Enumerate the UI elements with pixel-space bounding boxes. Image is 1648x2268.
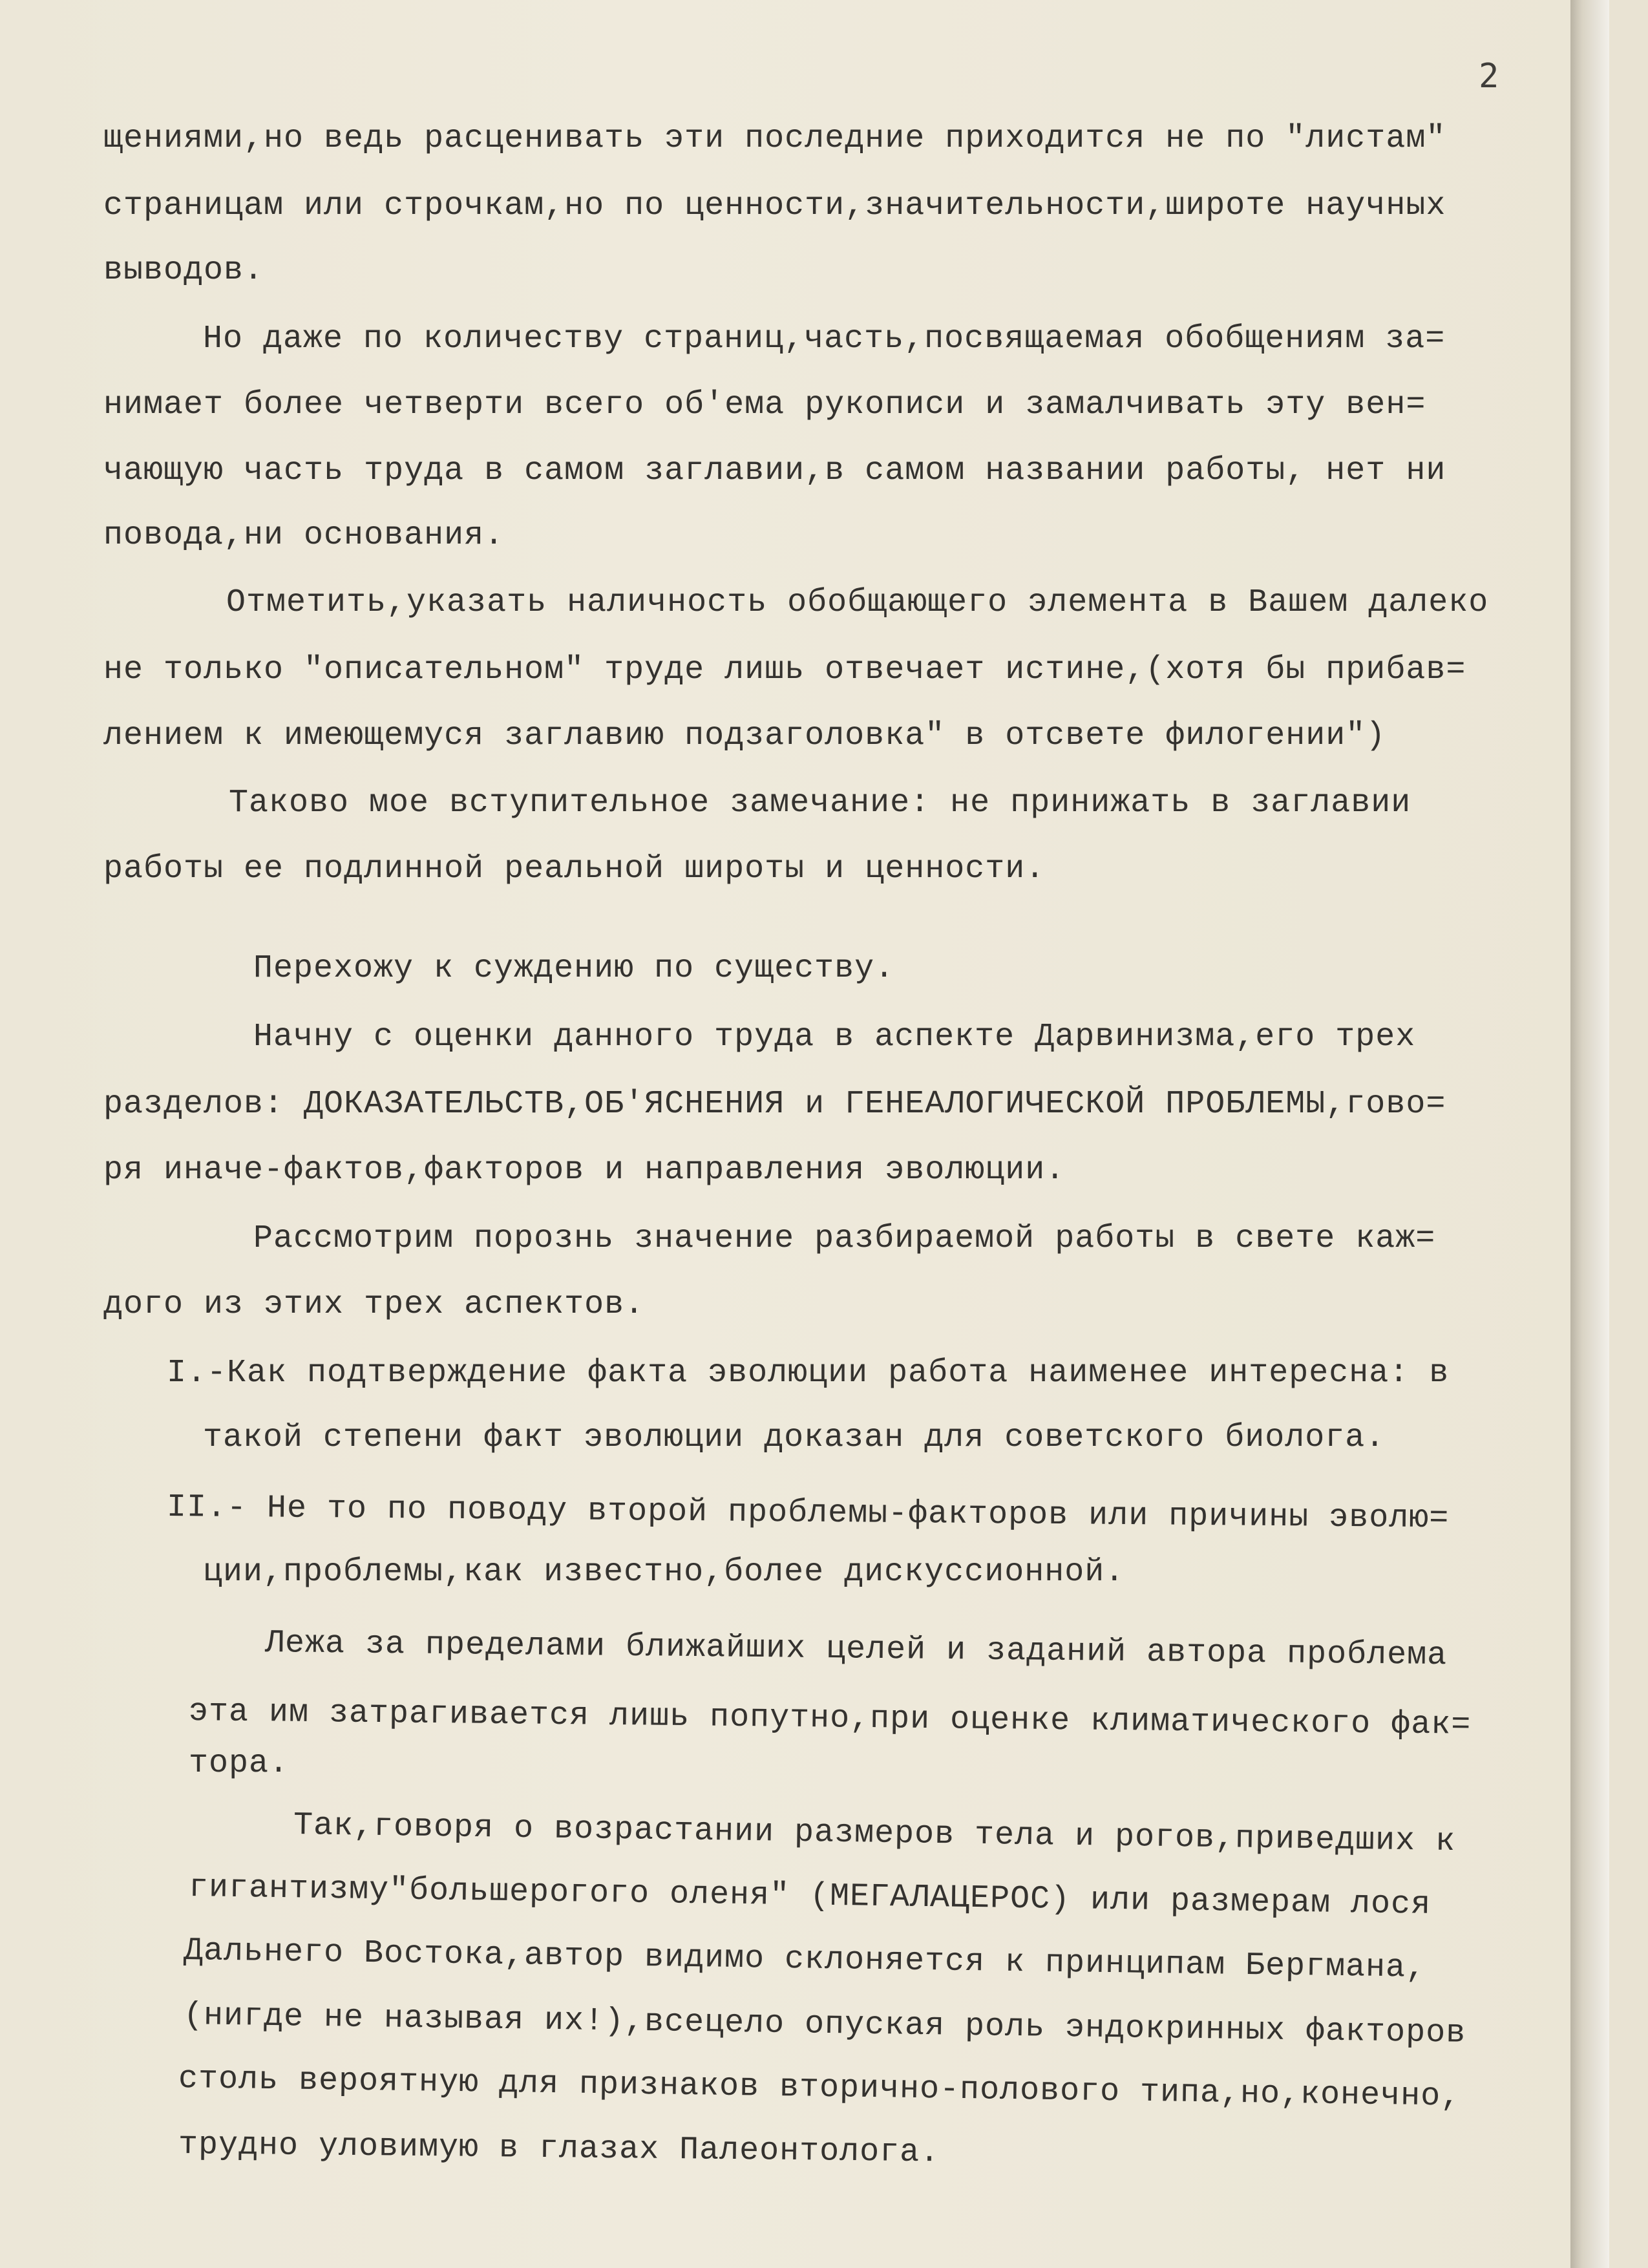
- text-line: Но даже по количеству страниц,часть,посвящаемая обобщениям за=: [203, 321, 1446, 357]
- text-line: II.- Не то по поводу второй проблемы-факторов или причины эволю=: [166, 1489, 1450, 1538]
- text-line: Таково мое вступительное замечание: не принижать в заглавии: [229, 785, 1411, 821]
- text-line: гигантизму"большерогого оленя" (МЕГАЛАЦЕРОС) или размерам лося: [188, 1869, 1431, 1924]
- text-line: нимает более четверти всего об'ема рукописи и замалчивать эту вен=: [103, 387, 1426, 423]
- text-line: ции,проблемы,как известно,более дискуссионной.: [203, 1554, 1125, 1591]
- text-line: трудно уловимую в глазах Палеонтолога.: [178, 2126, 940, 2172]
- text-line: дого из этих трех аспектов.: [103, 1286, 645, 1323]
- text-line: ря иначе-фактов,факторов и направления эволюции.: [103, 1152, 1066, 1189]
- text-line: разделов: ДОКАЗАТЕЛЬСТВ,ОБ'ЯСНЕНИЯ и ГЕНЕАЛОГИЧЕСКОЙ ПРОБЛЕМЫ,гово=: [103, 1086, 1446, 1123]
- text-line: Начну с оценки данного труда в аспекте Дарвинизма,его трех: [253, 1019, 1416, 1055]
- text-line: эта им затрагивается лишь попутно,при оценке климатического фак=: [188, 1693, 1472, 1744]
- page-edge: [1570, 0, 1609, 2268]
- text-line: Перехожу к суждению по существу.: [253, 950, 895, 987]
- text-line: такой степени факт эволюции доказан для советского биолога.: [203, 1419, 1386, 1456]
- text-line: I.-Как подтверждение факта эволюции работа наименее интересна: в: [167, 1355, 1450, 1392]
- text-line: чающую часть труда в самом заглавии,в самом названии работы, нет ни: [103, 452, 1446, 489]
- text-line: выводов.: [103, 252, 264, 289]
- text-line: Лежа за пределами ближайших целей и заданий автора проблема: [264, 1625, 1448, 1675]
- text-line: Рассмотрим порознь значение разбираемой работы в свете каж=: [253, 1220, 1436, 1257]
- text-line: лением к имеющемуся заглавию подзаголовка" в отсвете филогении"): [103, 717, 1386, 754]
- page-number: 2: [1479, 57, 1499, 96]
- text-line: повода,ни основания.: [103, 517, 505, 554]
- text-line: работы ее подлинной реальной широты и ценности.: [103, 851, 1046, 887]
- text-line: Отметить,указать наличность обобщающего элемента в Вашем далеко: [226, 584, 1489, 621]
- text-line: щениями,но ведь расценивать эти последние приходится не по "листам": [103, 120, 1446, 157]
- text-line: столь вероятную для признаков вторично-полового типа,но,конечно,: [178, 2061, 1461, 2115]
- text-line: страницам или строчкам,но по ценности,значительности,широте научных: [103, 187, 1446, 224]
- text-line: тора.: [189, 1745, 290, 1782]
- text-line: (нигде не называя их!),всецело опуская роль эндокринных факторов: [183, 1997, 1466, 2052]
- text-line: не только "описательном" труде лишь отвечает истине,(хотя бы прибав=: [103, 652, 1466, 688]
- text-line: Так,говоря о возрастании размеров тела и рогов,приведших к: [293, 1807, 1456, 1861]
- text-line: Дальнего Востока,автор видимо склоняется к принципам Бергмана,: [183, 1933, 1426, 1987]
